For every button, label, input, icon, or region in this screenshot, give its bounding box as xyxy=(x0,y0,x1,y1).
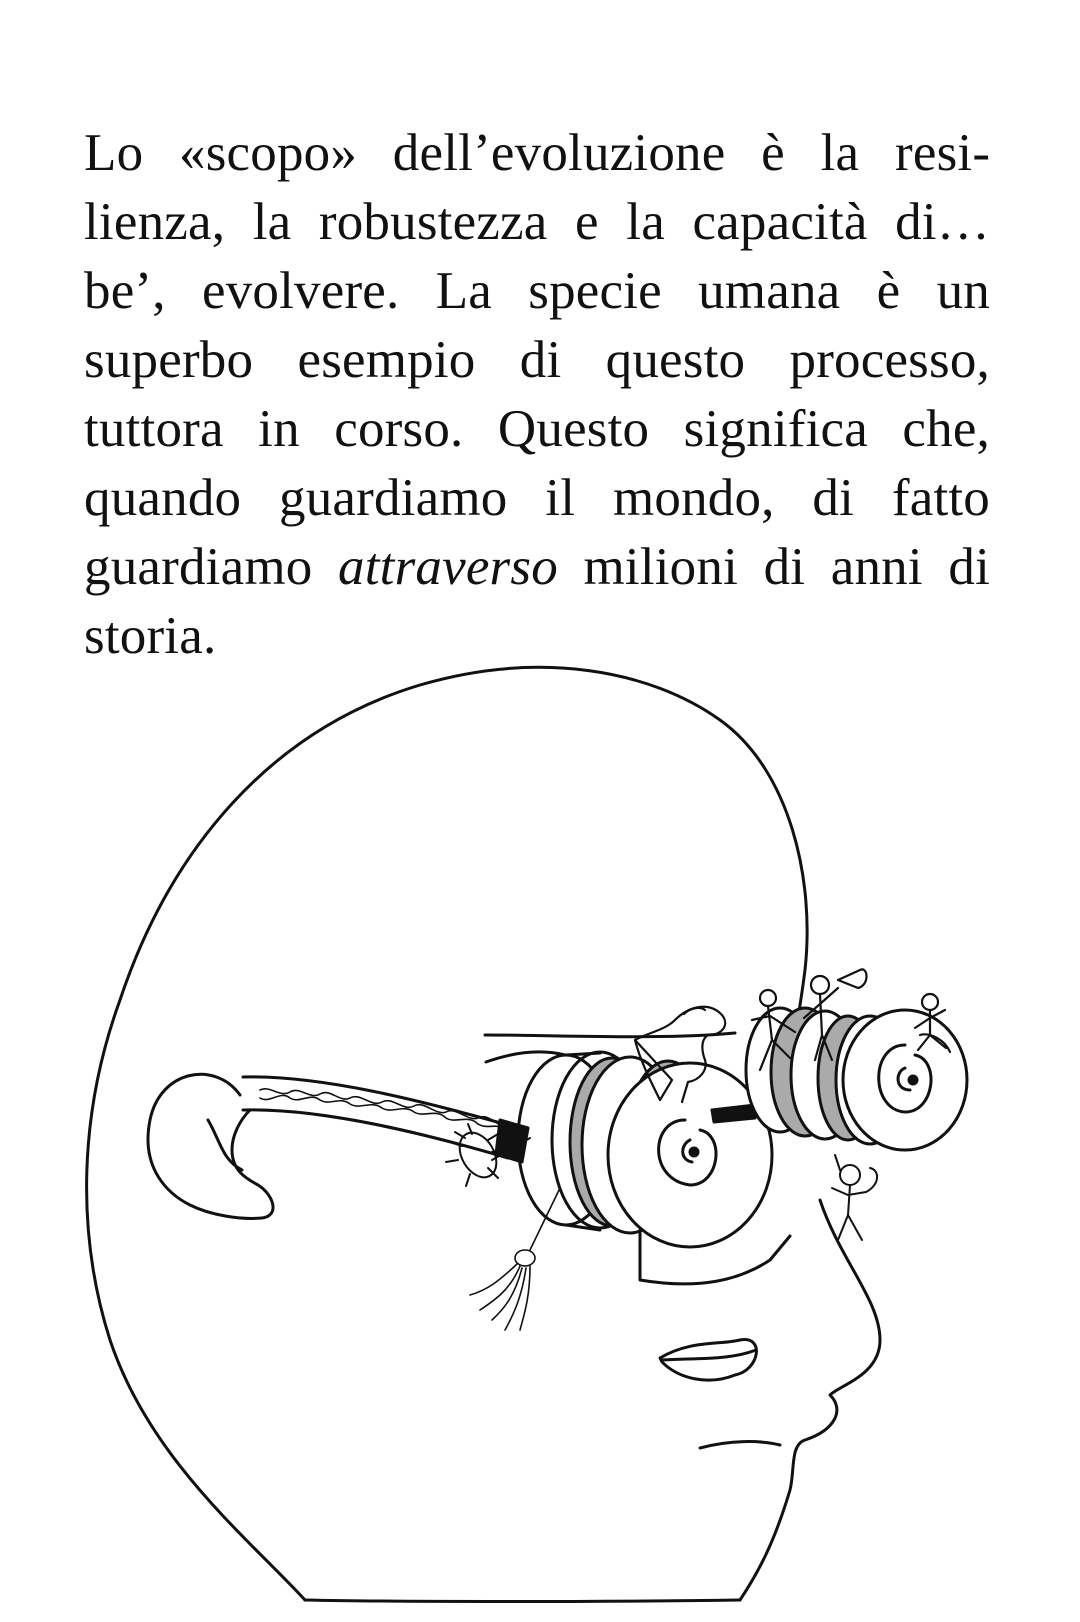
dna-pattern xyxy=(260,1089,506,1130)
chin-mark xyxy=(700,1442,780,1448)
paragraph-text-end: milioni di anni di storia. xyxy=(84,538,991,665)
cheek-line xyxy=(740,1200,880,1600)
paragraph-emphasis: attraverso xyxy=(338,538,558,596)
bridge-line xyxy=(485,1033,735,1037)
body-paragraph xyxy=(84,119,990,671)
ear xyxy=(148,1074,273,1218)
cell-with-tail xyxy=(470,1188,560,1330)
neck-line xyxy=(305,1600,740,1602)
paragraph-text-start: Lo «scopo» dell’evoluzione è la resilienza, la robustezza e la capacità di… be’, evolvere. La specie umana è un superbo esempio di questo processo, tuttora in corso. Questo significa che, quando guardiamo il mondo, di fatto guardiamo xyxy=(84,124,990,596)
monkey-figure xyxy=(832,1155,877,1240)
right-lens-stack xyxy=(746,1008,967,1150)
left-lens-stack xyxy=(518,1052,772,1247)
temple-strap-top xyxy=(243,1077,515,1127)
illustration xyxy=(0,640,1080,1622)
